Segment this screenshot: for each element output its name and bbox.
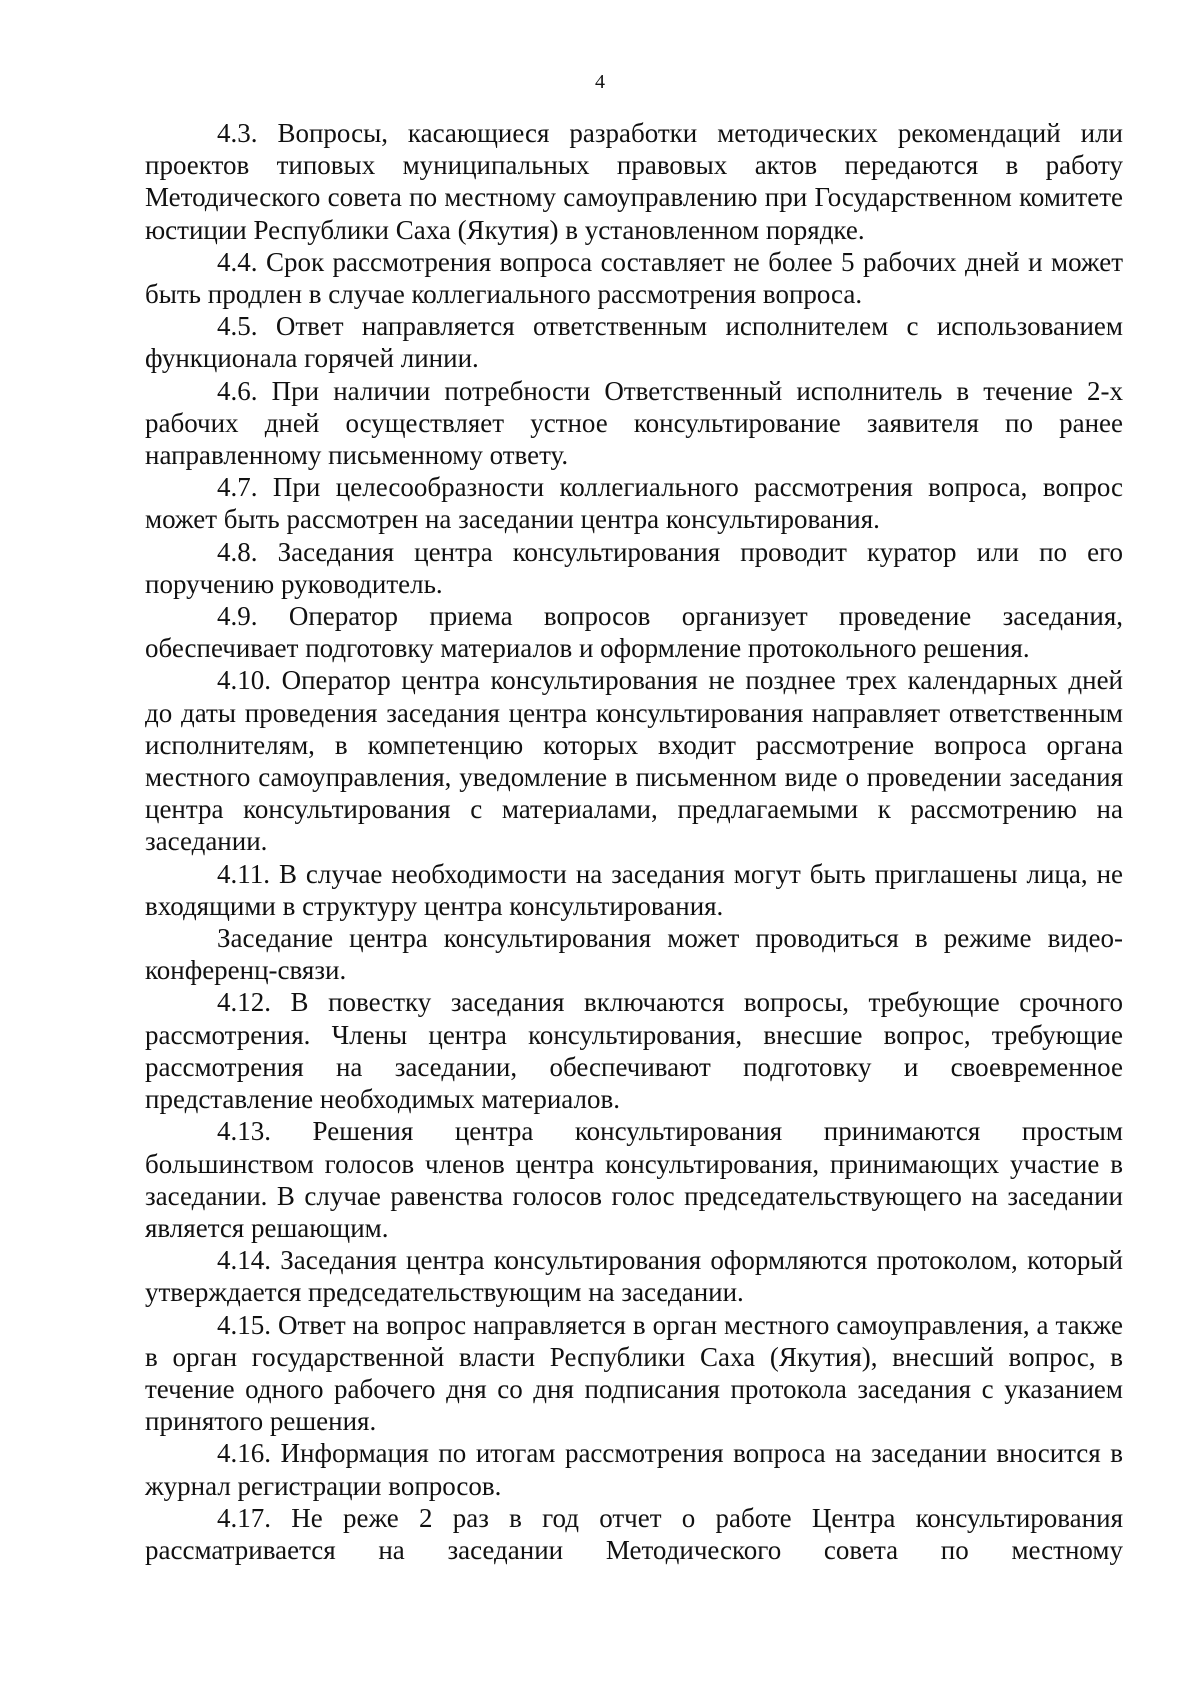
- paragraph-4-7: 4.7. При целесообразности коллегиального рассмотрения вопроса, вопрос может быть рассмотрен на заседании центра консультирования.: [145, 472, 1123, 535]
- paragraph-4-8: 4.8. Заседания центра консультирования проводит куратор или по его поручению руководитель.: [145, 536, 1123, 599]
- paragraph-4-17: 4.17. Не реже 2 раз в год отчет о работе Центра консультирования рассматривается на заседании Методического совета по местному: [145, 1502, 1123, 1565]
- paragraph-4-11-videoconference: Заседание центра консультирования может проводиться в режиме видео-конференц-связи.: [145, 923, 1123, 986]
- paragraph-4-10: 4.10. Оператор центра консультирования не позднее трех календарных дней до даты проведения заседания центра консультирования направляет ответственным исполнителям, в компетенцию которых входит рассмотрение вопроса органа местного самоуправления, уведомление в письменном виде о проведении заседания центра консультирования с материалами, предлагаемыми к рассмотрению на заседании.: [145, 665, 1123, 857]
- paragraph-4-9: 4.9. Оператор приема вопросов организует проведение заседания, обеспечивает подготовку материалов и оформление протокольного решения.: [145, 601, 1123, 664]
- paragraph-4-12: 4.12. В повестку заседания включаются вопросы, требующие срочного рассмотрения. Члены центра консультирования, внесшие вопрос, требующие рассмотрения на заседании, обеспечивают подготовку и своевременное представление необходимых материалов.: [145, 987, 1123, 1115]
- paragraph-4-14: 4.14. Заседания центра консультирования оформляются протоколом, который утверждается председательствующим на заседании.: [145, 1245, 1123, 1308]
- paragraph-4-16: 4.16. Информация по итогам рассмотрения вопроса на заседании вносится в журнал регистрации вопросов.: [145, 1438, 1123, 1501]
- paragraph-4-13: 4.13. Решения центра консультирования принимаются простым большинством голосов членов центра консультирования, принимающих участие в заседании. В случае равенства голосов голос председательствующего на заседании является решающим.: [145, 1116, 1123, 1243]
- paragraph-4-6: 4.6. При наличии потребности Ответственный исполнитель в течение 2-х рабочих дней осуществляет устное консультирование заявителя по ранее направленному письменному ответу.: [145, 375, 1123, 471]
- paragraph-4-3: 4.3. Вопросы, касающиеся разработки методических рекомендаций или проектов типовых муниципальных правовых актов передаются в работу Методического совета по местному самоуправлению при Государственном комитете юстиции Республики Саха (Якутия) в установленном порядке.: [145, 118, 1123, 245]
- paragraph-4-5: 4.5. Ответ направляется ответственным исполнителем с использованием функционала горячей линии.: [145, 311, 1123, 374]
- paragraph-4-4: 4.4. Срок рассмотрения вопроса составляет не более 5 рабочих дней и может быть продлен в случае коллегиального рассмотрения вопроса.: [145, 246, 1123, 310]
- paragraph-4-11: 4.11. В случае необходимости на заседания могут быть приглашены лица, не входящими в структуру центра консультирования.: [145, 858, 1123, 921]
- page-number: 4: [595, 71, 605, 93]
- paragraph-4-15: 4.15. Ответ на вопрос направляется в орган местного самоуправления, а также в орган государственной власти Республики Саха (Якутия), внесший вопрос, в течение одного рабочего дня со дня подписания протокола заседания с указанием принятого решения.: [145, 1309, 1123, 1437]
- document-body: [145, 117, 1123, 1566]
